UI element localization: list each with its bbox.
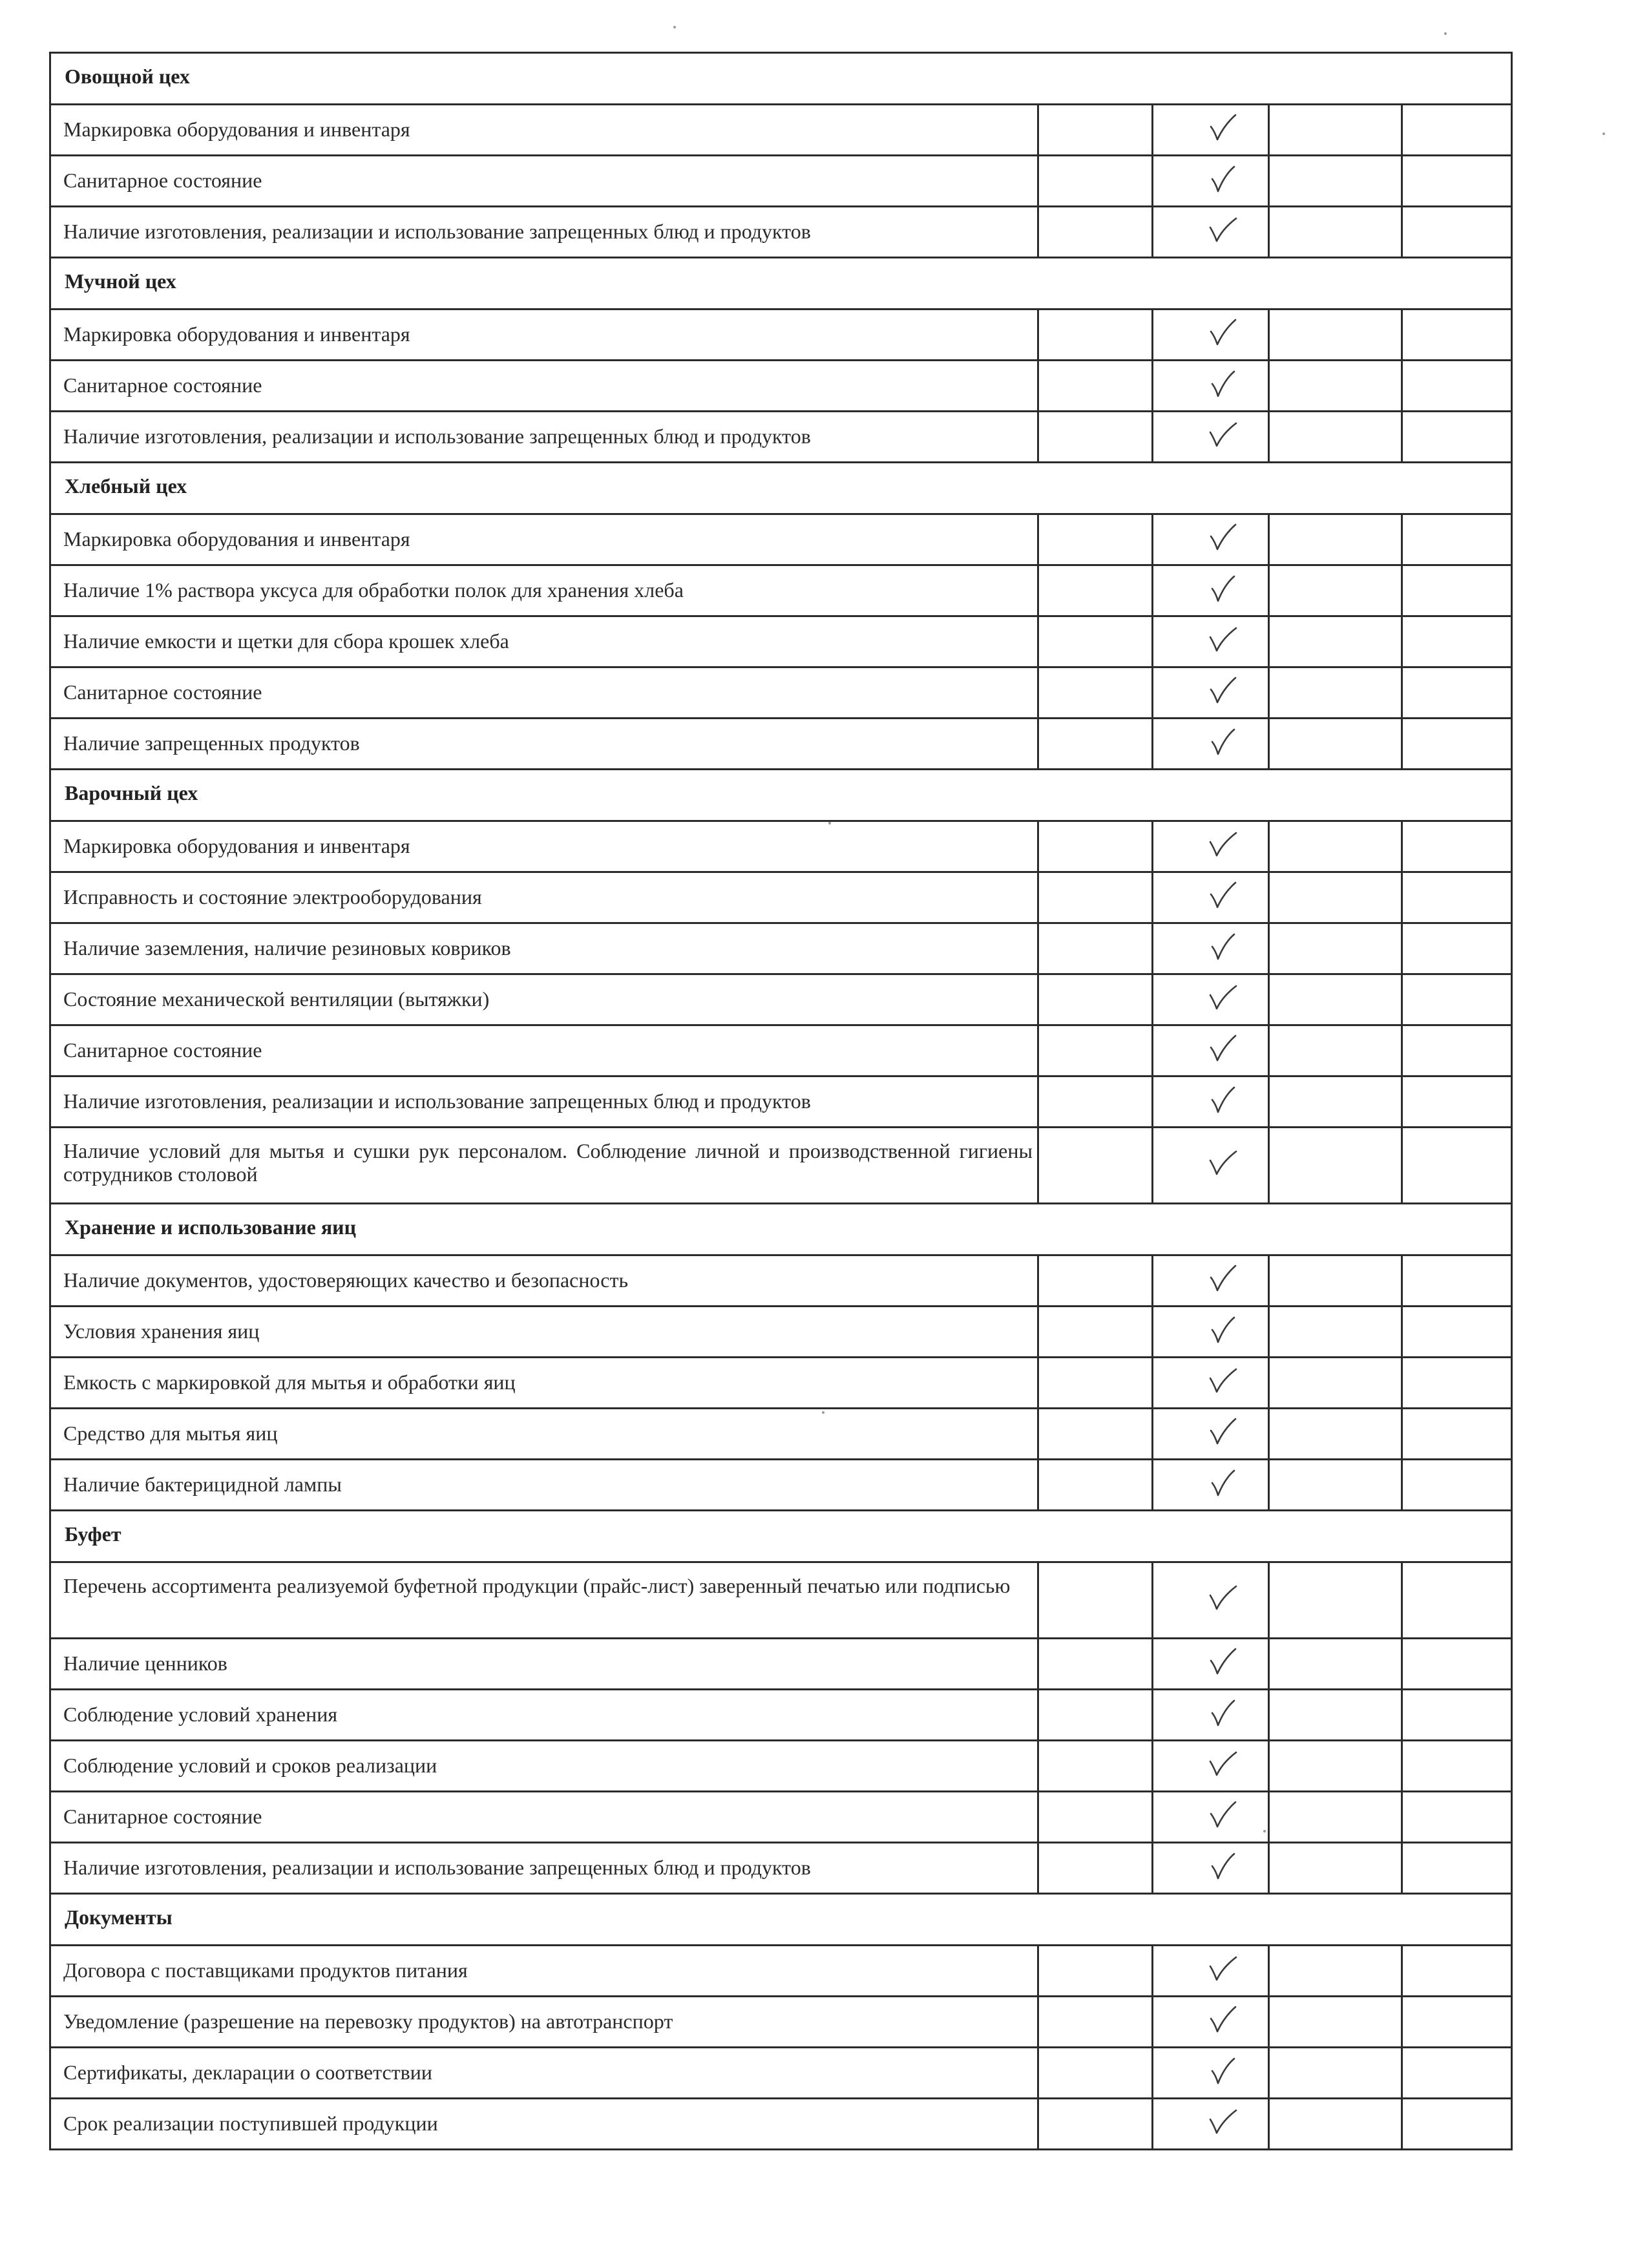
column-rule bbox=[1268, 1995, 1270, 2046]
row-rule bbox=[49, 154, 1511, 156]
column-rule bbox=[1401, 615, 1403, 666]
column-rule bbox=[1151, 513, 1153, 564]
column-rule bbox=[1401, 410, 1403, 461]
column-rule bbox=[1401, 973, 1403, 1024]
table-left-rule bbox=[49, 52, 51, 2150]
checkmark-icon bbox=[1207, 880, 1238, 911]
checkmark-icon bbox=[1207, 1033, 1238, 1064]
checklist-item-label: Соблюдение условий и сроков реализации bbox=[63, 1754, 437, 1777]
row-rule bbox=[49, 922, 1511, 924]
column-rule bbox=[1268, 1944, 1270, 1995]
column-rule bbox=[1268, 103, 1270, 154]
column-rule bbox=[1037, 513, 1039, 564]
column-rule bbox=[1401, 717, 1403, 768]
column-rule bbox=[1151, 2097, 1153, 2148]
checklist-item-label: Исправность и состояние электрооборудования bbox=[63, 885, 482, 908]
column-rule bbox=[1401, 308, 1403, 359]
row-rule bbox=[49, 564, 1511, 566]
column-rule bbox=[1037, 359, 1039, 410]
row-rule bbox=[49, 2046, 1511, 2048]
checklist-item-label: Сертификаты, декларации о соответствии bbox=[63, 2061, 432, 2084]
checklist-item-label: Маркировка оборудования и инвентаря bbox=[63, 527, 410, 551]
row-rule bbox=[49, 1407, 1511, 1409]
checkmark-icon bbox=[1207, 1851, 1238, 1882]
column-rule bbox=[1268, 205, 1270, 257]
checklist-item-label: Емкость с маркировкой для мытья и обработки яиц bbox=[63, 1370, 516, 1394]
column-rule bbox=[1401, 1254, 1403, 1305]
row-rule bbox=[49, 513, 1511, 515]
row-rule bbox=[49, 1842, 1511, 1843]
row-rule bbox=[49, 1458, 1511, 1460]
column-rule bbox=[1037, 1561, 1039, 1637]
checkmark-icon bbox=[1207, 1467, 1238, 1498]
scan-speck bbox=[673, 26, 676, 28]
section-top-rule bbox=[49, 1202, 1511, 1204]
checklist-item-label: Маркировка оборудования и инвентаря bbox=[63, 118, 410, 141]
row-rule bbox=[49, 1075, 1511, 1077]
row-rule bbox=[49, 359, 1511, 361]
checklist-item-label: Срок реализации поступившей продукции bbox=[63, 2112, 438, 2135]
column-rule bbox=[1037, 871, 1039, 922]
checklist-item-label: Условия хранения яиц bbox=[63, 1319, 260, 1343]
row-rule bbox=[49, 1254, 1511, 1256]
column-rule bbox=[1401, 1842, 1403, 1893]
column-rule bbox=[1401, 1739, 1403, 1790]
column-rule bbox=[1037, 1637, 1039, 1688]
row-rule bbox=[49, 1637, 1511, 1639]
checklist-item-label: Наличие документов, удостоверяющих качество и безопасность bbox=[63, 1268, 629, 1292]
column-rule bbox=[1268, 359, 1270, 410]
row-rule bbox=[49, 1126, 1511, 1128]
section-top-rule bbox=[49, 1893, 1511, 1895]
column-rule bbox=[1151, 1688, 1153, 1739]
column-rule bbox=[1268, 1254, 1270, 1305]
column-rule bbox=[1268, 308, 1270, 359]
column-rule bbox=[1268, 1739, 1270, 1790]
checkmark-icon bbox=[1207, 1365, 1238, 1396]
checklist-item-label: Наличие изготовления, реализации и использование запрещенных блюд и продуктов bbox=[63, 1856, 811, 1879]
section-title: Варочный цех bbox=[65, 781, 198, 804]
column-rule bbox=[1037, 103, 1039, 154]
checkmark-icon bbox=[1207, 2106, 1238, 2137]
column-rule bbox=[1151, 1739, 1153, 1790]
column-rule bbox=[1151, 615, 1153, 666]
checkmark-icon bbox=[1207, 1582, 1238, 1613]
row-rule bbox=[49, 820, 1511, 822]
column-rule bbox=[1037, 1075, 1039, 1126]
column-rule bbox=[1151, 922, 1153, 973]
column-rule bbox=[1401, 1407, 1403, 1458]
checklist-item-label: Договора с поставщиками продуктов питания bbox=[63, 1958, 468, 1982]
column-rule bbox=[1401, 1024, 1403, 1075]
column-rule bbox=[1037, 1024, 1039, 1075]
column-rule bbox=[1037, 1739, 1039, 1790]
column-rule bbox=[1037, 1688, 1039, 1739]
checkmark-icon bbox=[1207, 1416, 1238, 1447]
column-rule bbox=[1037, 2097, 1039, 2148]
section-top-rule bbox=[49, 52, 1511, 54]
column-rule bbox=[1401, 359, 1403, 410]
checkmark-icon bbox=[1207, 419, 1238, 450]
column-rule bbox=[1401, 1637, 1403, 1688]
column-rule bbox=[1268, 615, 1270, 666]
column-rule bbox=[1151, 1254, 1153, 1305]
column-rule bbox=[1151, 973, 1153, 1024]
column-rule bbox=[1037, 1126, 1039, 1202]
column-rule bbox=[1037, 205, 1039, 257]
table-right-rule bbox=[1511, 52, 1513, 2150]
checklist-item-label: Наличие изготовления, реализации и использование запрещенных блюд и продуктов bbox=[63, 220, 811, 243]
column-rule bbox=[1268, 1024, 1270, 1075]
checklist-item-label: Маркировка оборудования и инвентаря bbox=[63, 834, 410, 857]
column-rule bbox=[1151, 2046, 1153, 2097]
column-rule bbox=[1037, 973, 1039, 1024]
column-rule bbox=[1151, 1075, 1153, 1126]
column-rule bbox=[1401, 1688, 1403, 1739]
column-rule bbox=[1401, 564, 1403, 615]
column-rule bbox=[1268, 1126, 1270, 1202]
column-rule bbox=[1268, 666, 1270, 717]
column-rule bbox=[1268, 1458, 1270, 1509]
checkmark-icon bbox=[1207, 982, 1238, 1013]
column-rule bbox=[1268, 2046, 1270, 2097]
column-rule bbox=[1401, 1790, 1403, 1842]
column-rule bbox=[1268, 1688, 1270, 1739]
column-rule bbox=[1037, 2046, 1039, 2097]
column-rule bbox=[1037, 1995, 1039, 2046]
column-rule bbox=[1268, 1075, 1270, 1126]
column-rule bbox=[1037, 1458, 1039, 1509]
column-rule bbox=[1151, 1407, 1153, 1458]
column-rule bbox=[1268, 973, 1270, 1024]
column-rule bbox=[1151, 1995, 1153, 2046]
section-top-rule bbox=[49, 768, 1511, 770]
checklist-item-label: Наличие 1% раствора уксуса для обработки полок для хранения хлеба bbox=[63, 578, 684, 602]
section-top-rule bbox=[49, 257, 1511, 258]
column-rule bbox=[1401, 205, 1403, 257]
row-rule bbox=[49, 666, 1511, 668]
column-rule bbox=[1037, 1407, 1039, 1458]
checkmark-icon bbox=[1207, 368, 1238, 399]
column-rule bbox=[1268, 717, 1270, 768]
column-rule bbox=[1268, 1842, 1270, 1893]
checklist-item-label: Состояние механической вентиляции (вытяжки) bbox=[63, 987, 490, 1011]
column-rule bbox=[1151, 1944, 1153, 1995]
row-rule bbox=[49, 615, 1511, 617]
section-title: Овощной цех bbox=[65, 65, 190, 88]
scan-speck bbox=[1602, 132, 1605, 135]
column-rule bbox=[1268, 1305, 1270, 1356]
column-rule bbox=[1151, 1024, 1153, 1075]
column-rule bbox=[1037, 1944, 1039, 1995]
checkmark-icon bbox=[1207, 829, 1238, 860]
column-rule bbox=[1268, 1561, 1270, 1637]
column-rule bbox=[1151, 205, 1153, 257]
section-title: Хлебный цех bbox=[65, 474, 187, 498]
checkmark-icon bbox=[1207, 2004, 1238, 2035]
column-rule bbox=[1037, 308, 1039, 359]
row-rule bbox=[49, 1024, 1511, 1026]
section-top-rule bbox=[49, 461, 1511, 463]
column-rule bbox=[1151, 871, 1153, 922]
row-rule bbox=[49, 973, 1511, 975]
column-rule bbox=[1037, 666, 1039, 717]
checklist-item-label: Санитарное состояние bbox=[63, 1038, 262, 1062]
section-title: Буфет bbox=[65, 1522, 121, 1546]
column-rule bbox=[1401, 820, 1403, 871]
column-rule bbox=[1151, 410, 1153, 461]
checklist-item-label: Соблюдение условий хранения bbox=[63, 1703, 338, 1726]
checkmark-icon bbox=[1207, 1148, 1238, 1179]
column-rule bbox=[1401, 2097, 1403, 2148]
row-rule bbox=[49, 410, 1511, 412]
checkmark-icon bbox=[1207, 1697, 1238, 1728]
column-rule bbox=[1401, 2046, 1403, 2097]
column-rule bbox=[1151, 1126, 1153, 1202]
column-rule bbox=[1151, 666, 1153, 717]
column-rule bbox=[1268, 1790, 1270, 1842]
checkmark-icon bbox=[1207, 573, 1238, 604]
column-rule bbox=[1151, 103, 1153, 154]
checklist-item-label: Наличие ценников bbox=[63, 1652, 227, 1675]
column-rule bbox=[1037, 615, 1039, 666]
checklist-item-label: Санитарное состояние bbox=[63, 373, 262, 397]
section-title: Хранение и использование яиц bbox=[65, 1215, 357, 1239]
column-rule bbox=[1037, 1305, 1039, 1356]
column-rule bbox=[1151, 1305, 1153, 1356]
checklist-item-label: Наличие условий для мытья и сушки рук персоналом. Соблюдение личной и производственной гигиены сотрудников столовой bbox=[63, 1139, 1033, 1186]
checkmark-icon bbox=[1207, 163, 1238, 194]
column-rule bbox=[1268, 820, 1270, 871]
checkmark-icon bbox=[1207, 1263, 1238, 1294]
column-rule bbox=[1151, 154, 1153, 205]
checklist-item-label: Санитарное состояние bbox=[63, 680, 262, 704]
row-rule bbox=[49, 2097, 1511, 2099]
checkmark-icon bbox=[1207, 2055, 1238, 2086]
column-rule bbox=[1151, 1790, 1153, 1842]
checklist-item-label: Наличие бактерицидной лампы bbox=[63, 1473, 342, 1496]
column-rule bbox=[1401, 513, 1403, 564]
column-rule bbox=[1268, 1407, 1270, 1458]
column-rule bbox=[1268, 871, 1270, 922]
checkmark-icon bbox=[1207, 1646, 1238, 1677]
column-rule bbox=[1037, 820, 1039, 871]
checklist-item-label: Наличие запрещенных продуктов bbox=[63, 731, 360, 755]
column-rule bbox=[1151, 1356, 1153, 1407]
column-rule bbox=[1268, 154, 1270, 205]
table-bottom-rule bbox=[49, 2148, 1511, 2150]
checklist-item-label: Наличие изготовления, реализации и использование запрещенных блюд и продуктов bbox=[63, 1089, 811, 1113]
column-rule bbox=[1268, 2097, 1270, 2148]
column-rule bbox=[1037, 154, 1039, 205]
checkmark-icon bbox=[1207, 1800, 1238, 1831]
checkmark-icon bbox=[1207, 624, 1238, 655]
checkmark-icon bbox=[1207, 931, 1238, 962]
section-title: Документы bbox=[65, 1906, 173, 1929]
column-rule bbox=[1401, 1075, 1403, 1126]
checklist-item-label: Наличие заземления, наличие резиновых ковриков bbox=[63, 936, 511, 960]
checklist-item-label: Санитарное состояние bbox=[63, 169, 262, 192]
column-rule bbox=[1401, 1126, 1403, 1202]
checkmark-icon bbox=[1207, 1953, 1238, 1984]
column-rule bbox=[1268, 410, 1270, 461]
column-rule bbox=[1401, 1995, 1403, 2046]
checkmark-icon bbox=[1207, 1314, 1238, 1345]
column-rule bbox=[1037, 1790, 1039, 1842]
checkmark-icon bbox=[1207, 1084, 1238, 1115]
column-rule bbox=[1268, 564, 1270, 615]
column-rule bbox=[1151, 1561, 1153, 1637]
column-rule bbox=[1268, 513, 1270, 564]
row-rule bbox=[49, 103, 1511, 105]
column-rule bbox=[1401, 1356, 1403, 1407]
row-rule bbox=[49, 1305, 1511, 1307]
column-rule bbox=[1401, 1458, 1403, 1509]
row-rule bbox=[49, 308, 1511, 310]
row-rule bbox=[49, 1356, 1511, 1358]
checkmark-icon bbox=[1207, 675, 1238, 706]
row-rule bbox=[49, 1995, 1511, 1997]
checklist-item-label: Перечень ассортимента реализуемой буфетной продукции (прайс-лист) заверенный печатью или подписью bbox=[63, 1574, 1011, 1597]
checkmark-icon bbox=[1207, 112, 1238, 143]
column-rule bbox=[1401, 871, 1403, 922]
scan-speck bbox=[1263, 1830, 1266, 1832]
row-rule bbox=[49, 1739, 1511, 1741]
column-rule bbox=[1401, 666, 1403, 717]
row-rule bbox=[49, 1688, 1511, 1690]
checkmark-icon bbox=[1207, 215, 1238, 246]
checklist-item-label: Маркировка оборудования и инвентаря bbox=[63, 322, 410, 346]
checklist-item-label: Наличие изготовления, реализации и использование запрещенных блюд и продуктов bbox=[63, 425, 811, 448]
checklist-item-label: Уведомление (разрешение на перевозку продуктов) на автотранспорт bbox=[63, 2010, 673, 2033]
column-rule bbox=[1037, 410, 1039, 461]
column-rule bbox=[1401, 1305, 1403, 1356]
column-rule bbox=[1151, 308, 1153, 359]
row-rule bbox=[49, 717, 1511, 719]
column-rule bbox=[1037, 1254, 1039, 1305]
column-rule bbox=[1268, 1356, 1270, 1407]
column-rule bbox=[1401, 1944, 1403, 1995]
checklist-item-label: Наличие емкости и щетки для сбора крошек хлеба bbox=[63, 629, 509, 653]
column-rule bbox=[1401, 1561, 1403, 1637]
scan-speck bbox=[822, 1411, 824, 1414]
column-rule bbox=[1037, 717, 1039, 768]
section-title: Мучной цех bbox=[65, 269, 176, 293]
column-rule bbox=[1151, 359, 1153, 410]
checkmark-icon bbox=[1207, 522, 1238, 553]
checkmark-icon bbox=[1207, 317, 1238, 348]
column-rule bbox=[1037, 1842, 1039, 1893]
row-rule bbox=[49, 1944, 1511, 1946]
column-rule bbox=[1151, 1842, 1153, 1893]
column-rule bbox=[1151, 564, 1153, 615]
column-rule bbox=[1151, 1458, 1153, 1509]
column-rule bbox=[1401, 103, 1403, 154]
row-rule bbox=[49, 871, 1511, 873]
checkmark-icon bbox=[1207, 1748, 1238, 1780]
column-rule bbox=[1151, 1637, 1153, 1688]
column-rule bbox=[1151, 820, 1153, 871]
column-rule bbox=[1037, 1356, 1039, 1407]
scan-speck bbox=[828, 822, 831, 824]
column-rule bbox=[1151, 717, 1153, 768]
row-rule bbox=[49, 1790, 1511, 1792]
column-rule bbox=[1268, 922, 1270, 973]
row-rule bbox=[49, 1561, 1511, 1563]
section-top-rule bbox=[49, 1509, 1511, 1511]
column-rule bbox=[1037, 922, 1039, 973]
column-rule bbox=[1268, 1637, 1270, 1688]
column-rule bbox=[1037, 564, 1039, 615]
checklist-item-label: Средство для мытья яиц bbox=[63, 1422, 278, 1445]
row-rule bbox=[49, 205, 1511, 207]
column-rule bbox=[1401, 154, 1403, 205]
checkmark-icon bbox=[1207, 726, 1238, 757]
checklist-item-label: Санитарное состояние bbox=[63, 1805, 262, 1828]
scan-speck bbox=[1444, 32, 1447, 35]
column-rule bbox=[1401, 922, 1403, 973]
